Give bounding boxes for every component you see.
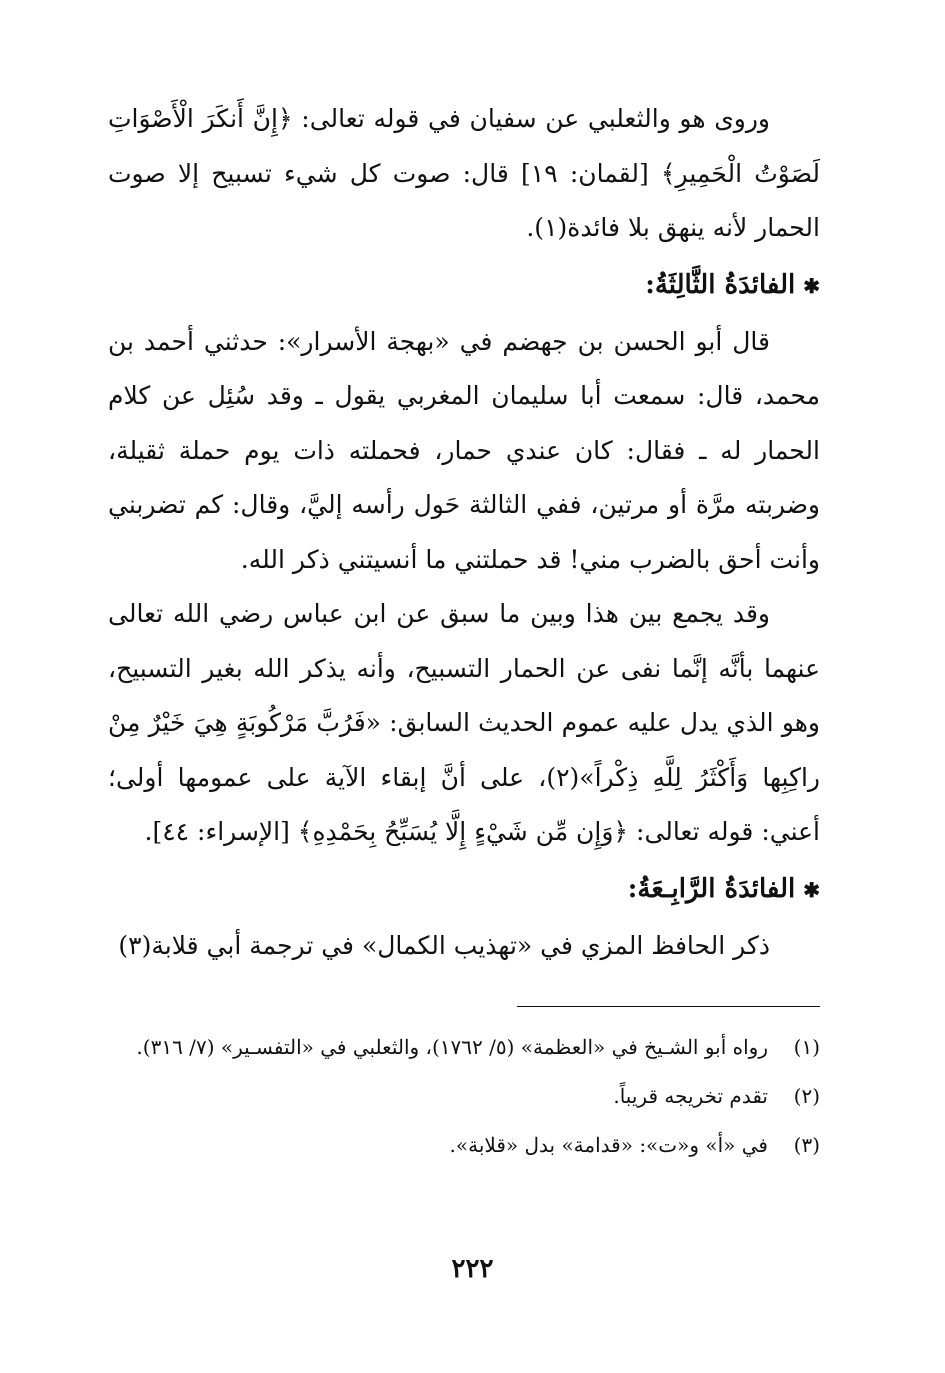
footnote-text: تقدم تخريجه قريباً. xyxy=(613,1084,768,1108)
footnote-separator xyxy=(517,1006,820,1007)
heading-fourth-benefit xyxy=(108,860,820,919)
asterisk-icon: ✱ xyxy=(803,273,820,298)
footnote-number: (٣) xyxy=(793,1133,820,1157)
page-body xyxy=(108,92,820,1176)
asterisk-icon: ✱ xyxy=(803,877,820,902)
footnote-number: (١) xyxy=(793,1035,820,1059)
footnote xyxy=(108,1127,820,1164)
footnote-number: (٢) xyxy=(793,1084,820,1108)
heading-fourth-benefit-text: الفائدَةُ الرَّابِـعَةُ: xyxy=(627,873,796,904)
paragraph-reconcile: وقد يجمع بين هذا وبين ما سبق عن ابن عباس رضي الله تعالى عنهما بأنَّه إنَّما نفى عن الحمار التسبيح، وأنه يذكر الله بغير التسبيح، وهو الذي يدل عليه عموم الحديث السابق: «فَرُبَّ مَرْكُوبَةٍ هِيَ خَيْرٌ مِنْ راكِبِها وَأَكْثَرُ لِلَّهِ ذِكْراً»(٢)، على أنَّ إبقاء الآية على عمومها أولى؛ أعني: قوله تعالى: ﴿وَإِن مِّن شَيْءٍ إِلَّا يُسَبِّحُ بِحَمْدِهِ﴾ [الإسراء: ٤٤]. xyxy=(108,599,820,846)
footnote-text: في «أ» و«ت»: «قدامة» بدل «قلابة». xyxy=(449,1133,768,1157)
heading-third-benefit-text: الفائدَةُ الثَّالِثَةُ: xyxy=(645,269,796,300)
heading-third-benefit xyxy=(108,256,820,315)
paragraph-mizzi: ذكر الحافظ المزي في «تهذيب الكمال» في ترجمة أبي قلابة(٣) xyxy=(118,930,770,960)
paragraph-abu-hasan: قال أبو الحسن بن جهضم في «بهجة الأسرار»: حدثني أحمد بن محمد، قال: سمعت أبا سليمان المغربي يقول ـ وقد سُئِل عن كلام الحمار له ـ فقال: كان عندي حمار، فحملته ذات يوم حملة ثقيلة، وضربته مرَّة أو مرتين، ففي الثالثة حَول رأسه إليَّ، وقال: كم تضربني وأنت أحق بالضرب مني! قد حملتني ما أنسيتني ذكر الله. xyxy=(108,326,820,574)
paragraph-intro: وروى هو والثعلبي عن سفيان في قوله تعالى: ﴿إِنَّ أَنكَرَ الْأَصْوَاتِ لَصَوْتُ الْحَمِيرِ﴾ [لقمان: ١٩] قال: صوت كل شيء تسبيح إلا صوت الحمار لأنه ينهق بلا فائدة(١). xyxy=(108,104,820,242)
page-number: ٢٢٢ xyxy=(451,1254,494,1284)
footnote xyxy=(108,1078,820,1115)
footnote xyxy=(108,1029,820,1066)
footnote-text: رواه أبو الشـيخ في «العظمة» (٥/ ١٧٦٢)، والثعلبي في «التفسـير» (٧/ ٣١٦). xyxy=(136,1035,768,1059)
